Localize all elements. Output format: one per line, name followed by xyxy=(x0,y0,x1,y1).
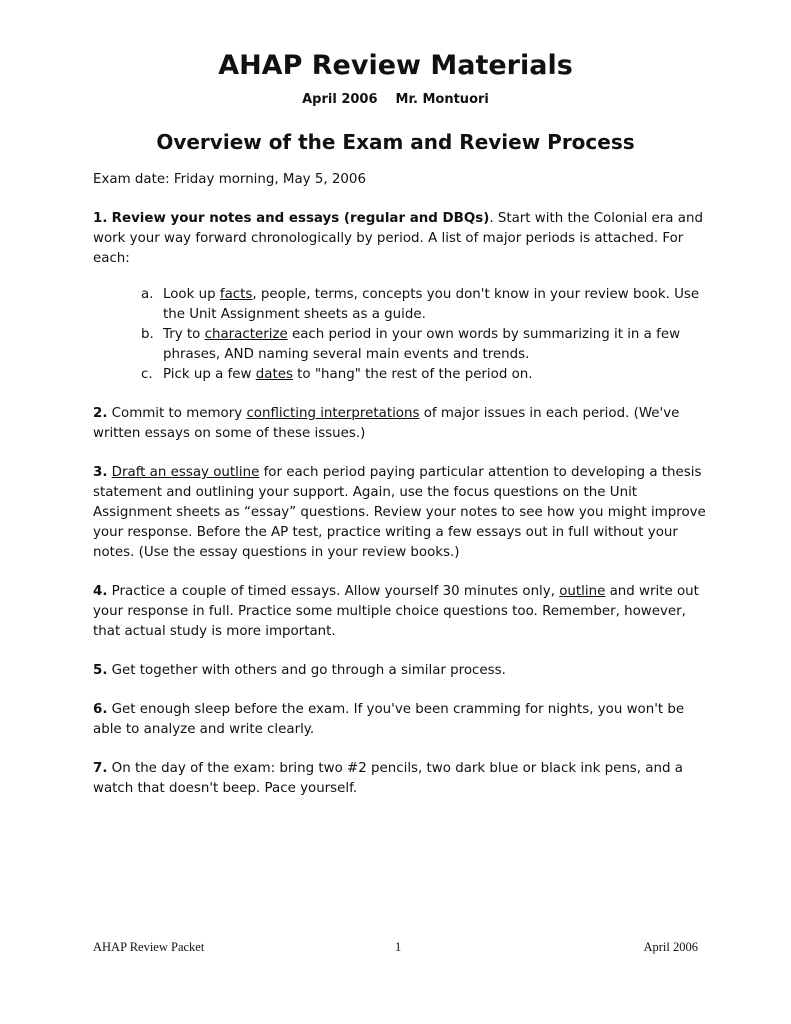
subitem-a-marker: a. xyxy=(141,287,154,302)
item-2-underlined: conflicting interpretations xyxy=(246,406,420,421)
item-6 xyxy=(93,700,713,740)
item-2-post: of major issues in each period. (We've written essays on some of these issues.) xyxy=(93,406,680,441)
item-7-text: On the day of the exam: bring two #2 pencils, two dark blue or black ink pens, and a watch that doesn't beep. Pace yourself. xyxy=(93,761,683,796)
subitem-b-underlined: characterize xyxy=(204,327,288,342)
footer-left: AHAP Review Packet xyxy=(93,940,205,954)
item-4-number: 4. xyxy=(93,584,108,599)
item-2-number: 2. xyxy=(93,406,108,421)
subitem-b xyxy=(141,325,713,365)
item-6-text: Get enough sleep before the exam. If you've been cramming for nights, you won't be able to analyze and write clearly. xyxy=(93,702,685,737)
subitem-b-post: each period in your own words by summarizing it in a few phrases, AND naming several main events and trends. xyxy=(163,327,681,362)
item-3-post: for each period paying particular attention to developing a thesis statement and outlining your support. Again, use the focus questions on the Unit Assignment sheets as “essay” questions. Review your notes to see how you might improve your response. Before the AP test, practice writing a few essays out in full without your notes. (Use the essay questions in your review books.) xyxy=(93,465,706,560)
subitem-a-pre: Look up xyxy=(163,287,220,302)
document-body xyxy=(93,170,713,818)
subitem-a xyxy=(141,285,713,325)
subitem-c-post: to "hang" the rest of the period on. xyxy=(292,367,533,382)
subtitle-date: April 2006 xyxy=(302,92,378,107)
subitem-c-underlined: dates xyxy=(255,367,293,382)
item-1-number: 1. xyxy=(93,211,108,226)
item-1-heading: Review your notes and essays (regular and DBQs) xyxy=(111,211,490,226)
item-1-text: . Start with the Colonial era and work your way forward chronologically by period. A list of major periods is attached. For each: xyxy=(93,211,703,266)
page-footer xyxy=(93,940,698,956)
item-5-number: 5. xyxy=(93,663,108,678)
item-7-number: 7. xyxy=(93,761,108,776)
subitem-b-pre: Try to xyxy=(163,327,205,342)
subitem-c-marker: c. xyxy=(141,367,153,382)
subitem-a-post: , people, terms, concepts you don't know in your review book. Use the Unit Assignment sheets as a guide. xyxy=(163,287,700,322)
item-1-sublist xyxy=(93,285,713,385)
subitem-b-marker: b. xyxy=(141,327,154,342)
subtitle-teacher: Mr. Montuori xyxy=(395,92,489,107)
item-2-pre: Commit to memory xyxy=(107,406,247,421)
footer-page-number: 1 xyxy=(395,940,402,954)
exam-date: Exam date: Friday morning, May 5, 2006 xyxy=(93,172,366,187)
subitem-a-underlined: facts xyxy=(219,287,253,302)
item-5-text: Get together with others and go through a similar process. xyxy=(107,663,506,678)
item-3-underlined: Draft an essay outline xyxy=(111,465,260,480)
subitem-c-pre: Pick up a few xyxy=(163,367,256,382)
item-7 xyxy=(93,759,713,799)
item-4-pre: Practice a couple of timed essays. Allow yourself 30 minutes only, xyxy=(107,584,560,599)
item-4 xyxy=(93,582,713,642)
section-heading: Overview of the Exam and Review Process xyxy=(156,130,635,154)
item-2 xyxy=(93,404,713,444)
item-3-number: 3. xyxy=(93,465,108,480)
subitem-c xyxy=(141,365,713,385)
item-4-underlined: outline xyxy=(559,584,606,599)
document-subtitle xyxy=(0,92,791,107)
item-4-post: and write out your response in full. Practice some multiple choice questions too. Remember, however, that actual study is more important. xyxy=(93,584,699,639)
item-5 xyxy=(93,661,713,681)
document-title: AHAP Review Materials xyxy=(218,50,573,81)
footer-right: April 2006 xyxy=(643,940,698,954)
item-3 xyxy=(93,463,713,563)
item-1 xyxy=(93,209,713,269)
item-6-number: 6. xyxy=(93,702,108,717)
